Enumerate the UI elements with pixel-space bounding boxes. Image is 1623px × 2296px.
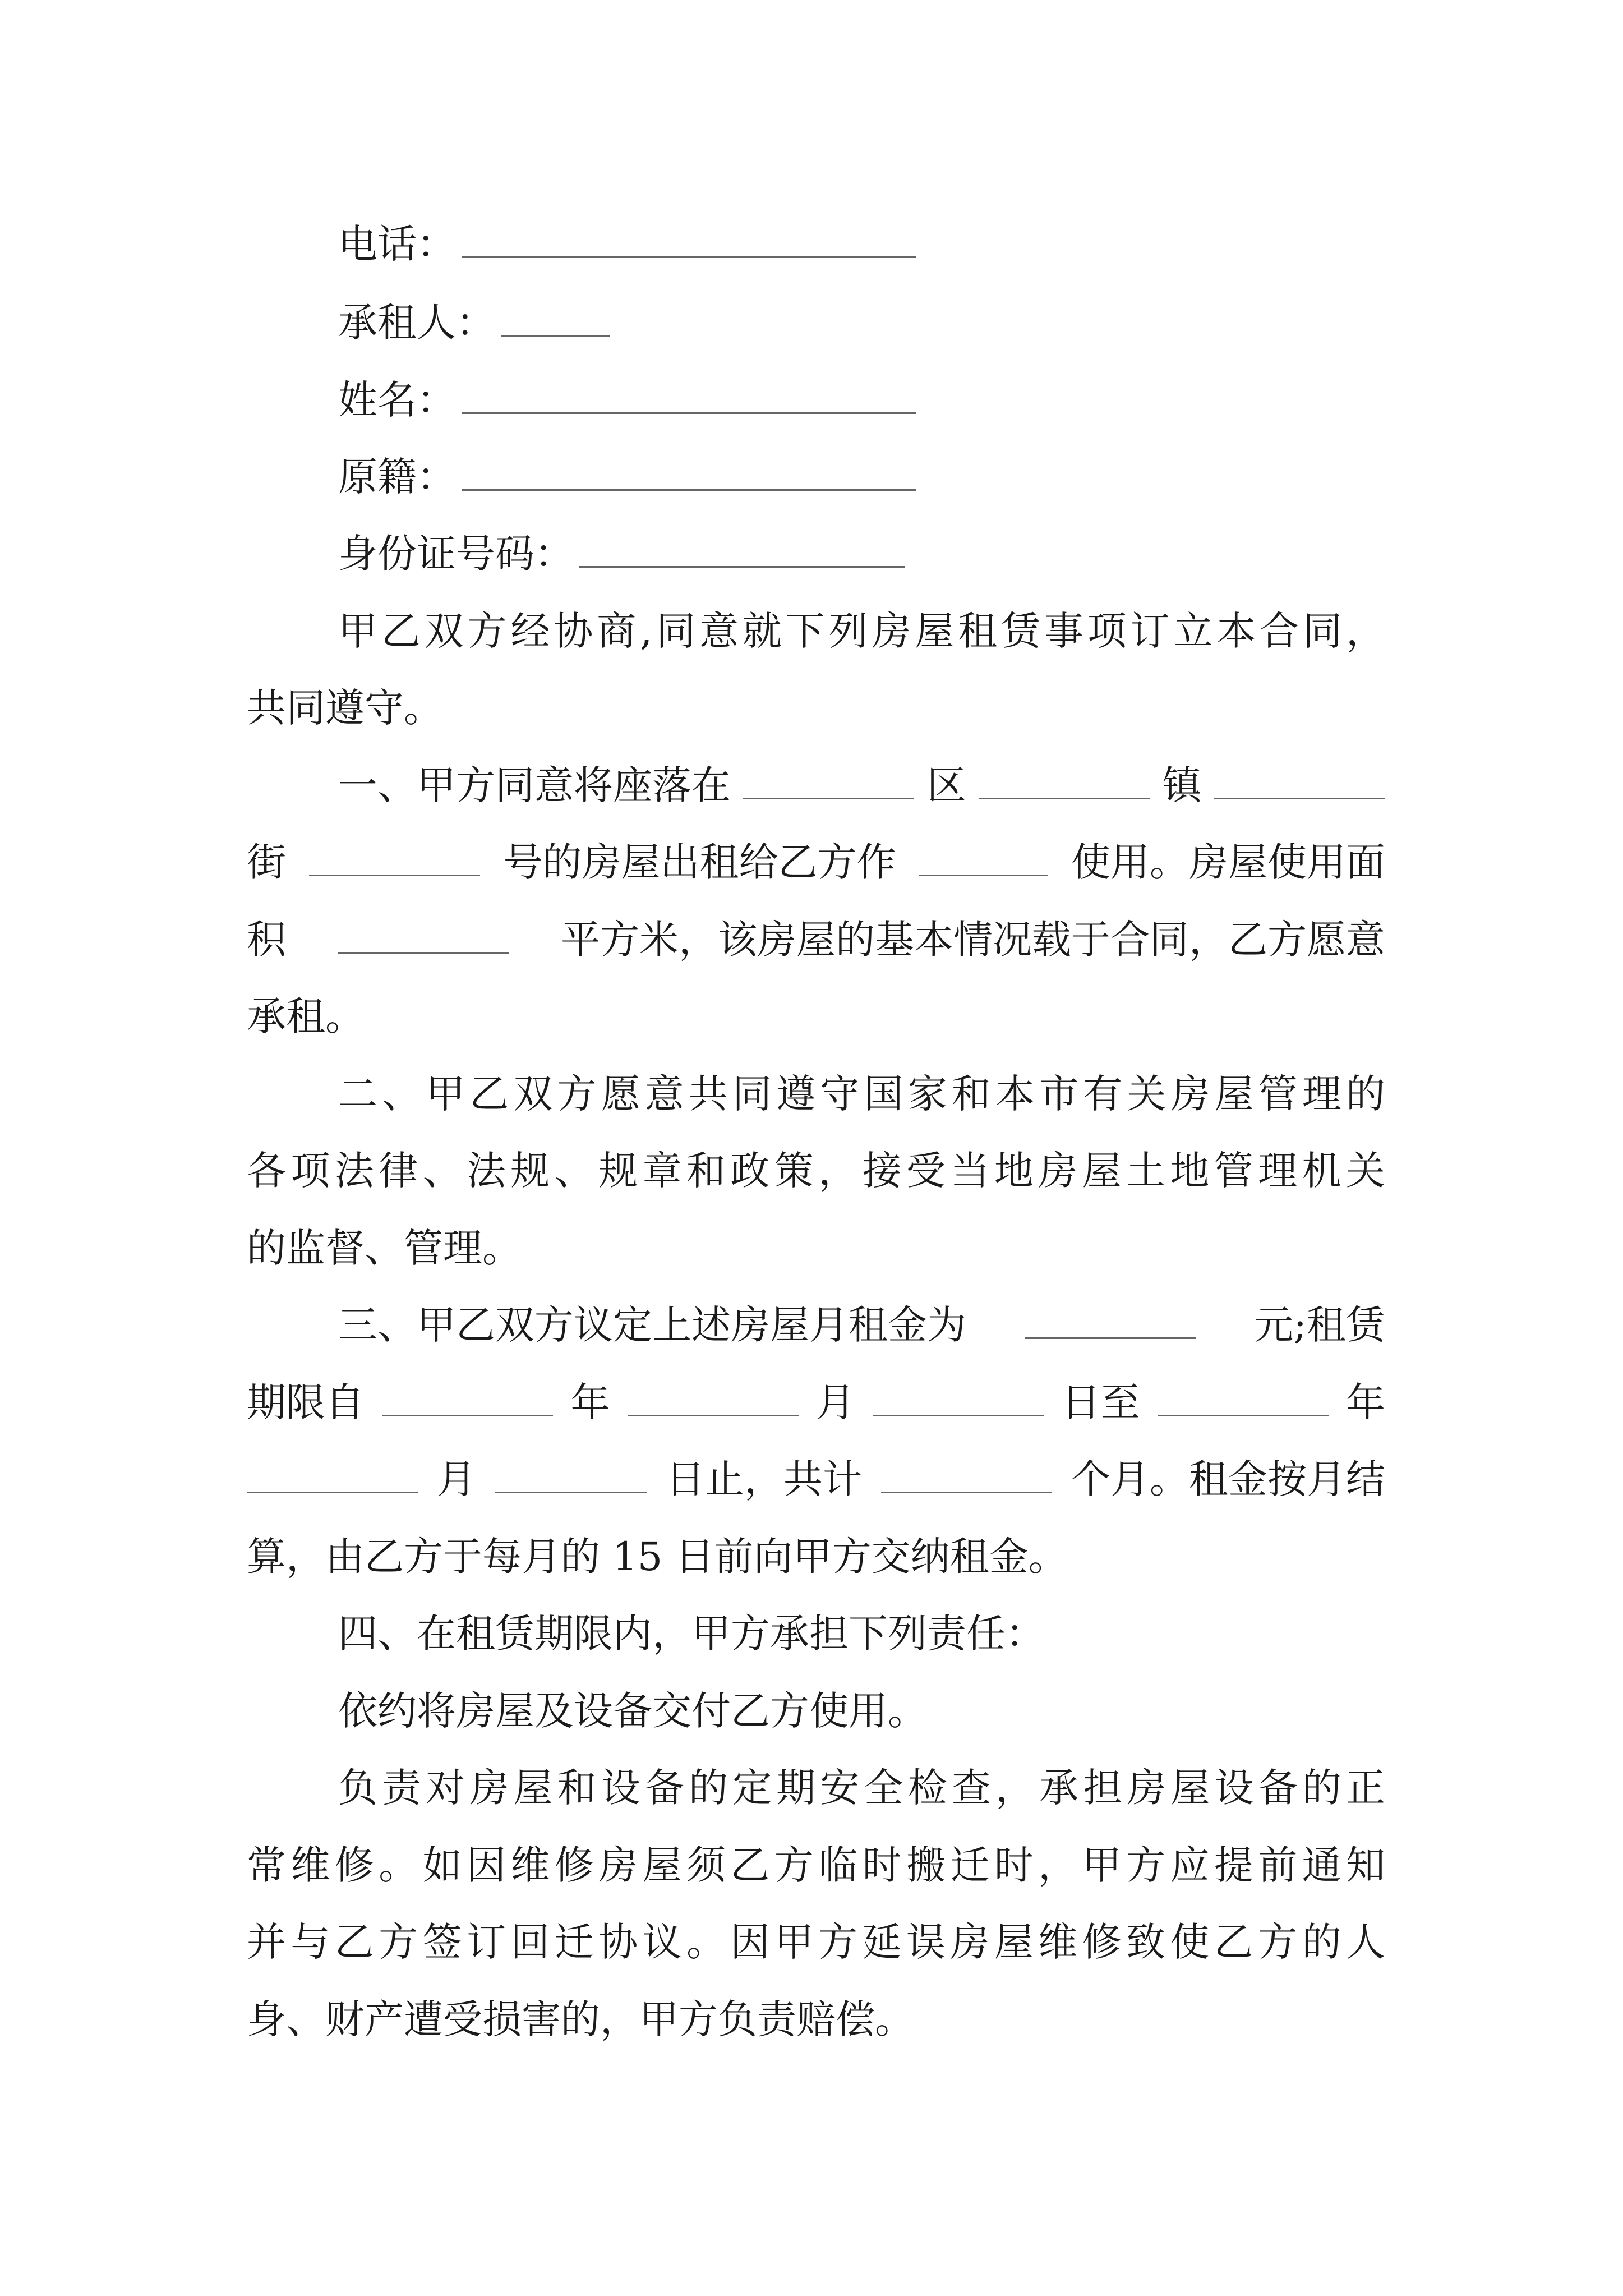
clause3-text-1: 三、甲乙双方议定上述房屋月租金为 [338, 1302, 966, 1348]
house-number-field[interactable] [309, 840, 480, 876]
town-field[interactable] [979, 763, 1150, 799]
origin-field[interactable] [462, 454, 916, 491]
clause3-line-2 [247, 1374, 1385, 1430]
tenant-label: 承租人： [338, 300, 495, 346]
months-total-field[interactable] [881, 1457, 1052, 1493]
phone-label: 电话： [338, 221, 456, 267]
clause1-text-1: 一、甲方同意将座落在 [338, 762, 731, 808]
street-field[interactable] [1214, 763, 1385, 799]
clause3-text-10: 个月。租金按月结 [1071, 1456, 1385, 1502]
area-field[interactable] [338, 917, 509, 954]
rent-field[interactable] [1025, 1303, 1196, 1339]
end-day-field[interactable] [495, 1457, 647, 1493]
end-month-field[interactable] [247, 1457, 418, 1493]
clause4-item-2-line-2: 常维修。如因维修房屋须乙方临时搬迁时，甲方应提前通知 [247, 1842, 1385, 1888]
clause1-text-2: 区 [926, 762, 966, 808]
start-month-field[interactable] [628, 1380, 799, 1416]
end-year-field[interactable] [1158, 1380, 1329, 1416]
clause4-item-2-line-1: 负责对房屋和设备的定期安全检查，承担房屋设备的正 [338, 1765, 1385, 1811]
clause1-text-3: 镇 [1162, 762, 1202, 808]
intro-line-1: 甲乙双方经协商,同意就下列房屋租赁事项订立本合同， [338, 608, 1385, 654]
intro-line-2: 共同遵守。 [247, 685, 443, 731]
name-line [338, 372, 1385, 428]
clause1-text-8: 平方米，该房屋的基本情况载于合同，乙方愿意 [561, 917, 1385, 963]
clause4-title: 四、在租赁期限内，甲方承担下列责任： [338, 1611, 1045, 1657]
phone-line [338, 216, 1385, 272]
clause1-text-4: 街 [247, 839, 286, 885]
clause1-text-7: 积 [247, 917, 286, 963]
clause3-text-5: 月 [816, 1379, 855, 1425]
phone-field[interactable] [462, 222, 916, 258]
clause3-line-1 [338, 1297, 1385, 1353]
clause1-text-6: 使用。房屋使用面 [1071, 839, 1385, 885]
clause3-text-9: 日止，共计 [666, 1456, 862, 1502]
clause1-line-2 [247, 834, 1385, 890]
start-year-field[interactable] [382, 1380, 553, 1416]
tenant-field[interactable] [501, 300, 610, 337]
tenant-line [338, 295, 1385, 351]
clause3-text-4: 年 [570, 1379, 610, 1425]
clause1-line-4: 承租。 [247, 993, 365, 1039]
clause3-line-3 [247, 1451, 1385, 1507]
clause1-line-1 [338, 757, 1385, 813]
clause4-item-2-line-4: 身、财产遭受损害的，甲方负责赔偿。 [247, 1996, 914, 2042]
clause3-text-2: 元;租赁 [1254, 1302, 1385, 1348]
clause1-line-3 [247, 912, 1385, 968]
usage-field[interactable] [919, 840, 1048, 876]
clause3-line-4: 算，由乙方于每月的 15 日前向甲方交纳租金。 [247, 1534, 1068, 1580]
clause4-item-2-line-3: 并与乙方签订回迁协议。因甲方延误房屋维修致使乙方的人 [247, 1919, 1385, 1965]
origin-line [338, 449, 1385, 505]
name-label: 姓名： [338, 377, 456, 423]
id-line [338, 526, 1385, 582]
clause3-text-7: 年 [1346, 1379, 1385, 1425]
clause4-item-1: 依约将房屋及设备交付乙方使用。 [338, 1688, 927, 1734]
start-day-field[interactable] [873, 1380, 1044, 1416]
origin-label: 原籍： [338, 454, 456, 500]
clause3-text-8: 月 [437, 1456, 476, 1502]
clause3-text-6: 日至 [1061, 1379, 1140, 1425]
clause2-line-1: 二、甲乙双方愿意共同遵守国家和本市有关房屋管理的 [338, 1071, 1385, 1117]
clause2-line-3: 的监督、管理。 [247, 1225, 522, 1271]
id-label: 身份证号码： [338, 531, 574, 577]
id-field[interactable] [579, 531, 905, 568]
clause1-text-5: 号的房屋出租给乙方作 [503, 839, 896, 885]
name-field[interactable] [462, 378, 916, 414]
clause3-text-3: 期限自 [247, 1379, 365, 1425]
district-field[interactable] [743, 763, 914, 799]
clause2-line-2: 各项法律、法规、规章和政策，接受当地房屋土地管理机关 [247, 1148, 1385, 1194]
